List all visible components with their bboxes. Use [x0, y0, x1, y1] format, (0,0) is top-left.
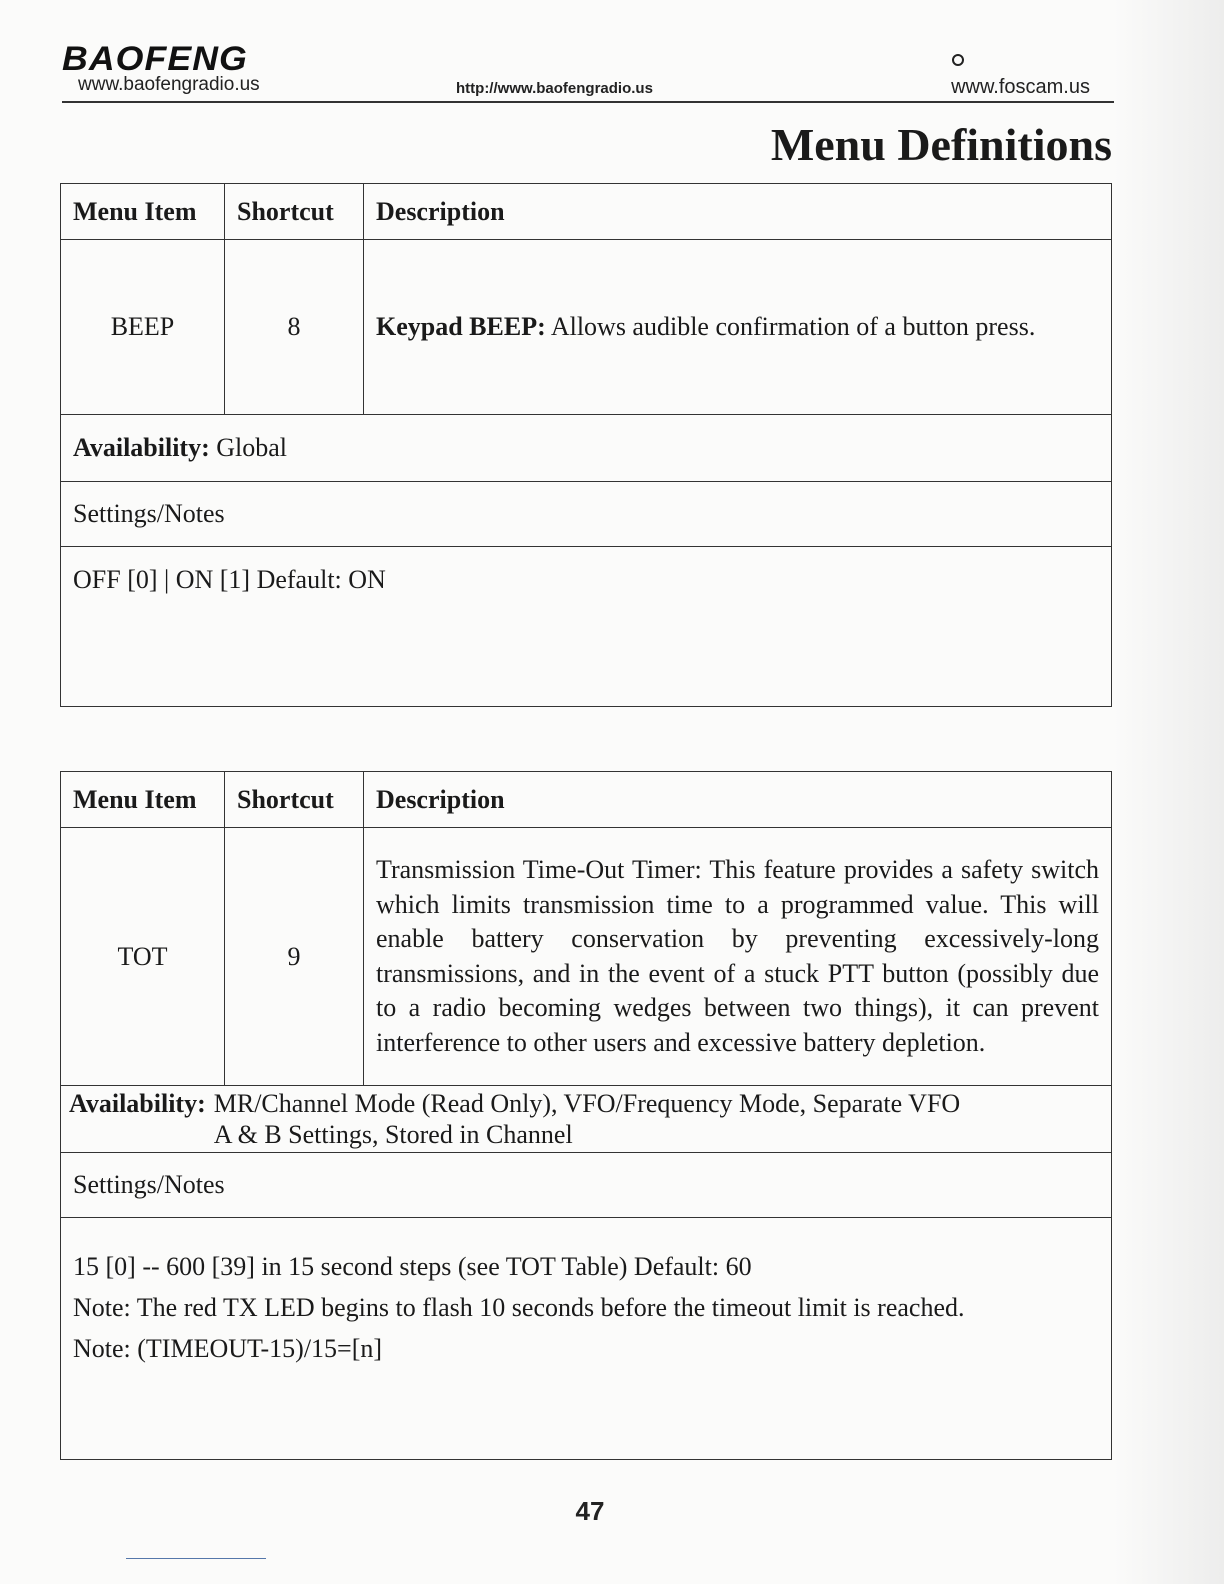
page-title: Menu Definitions: [770, 119, 1112, 170]
description-text: Allows audible confirmation of a button press.: [545, 312, 1036, 341]
availability-line-1: MR/Channel Mode (Read Only), VFO/Frequency Mode, Separate VFO: [213, 1089, 961, 1118]
menu-item-cell: TOT: [61, 828, 225, 1086]
header-menu-item: Menu Item: [61, 184, 225, 240]
header-description: Description: [364, 772, 1112, 828]
notes-cell: [61, 1218, 1112, 1460]
header-divider: [62, 101, 1114, 103]
table-header-row: [61, 184, 1112, 240]
header-shortcut: Shortcut: [225, 772, 364, 828]
shortcut-cell: 9: [225, 828, 364, 1086]
availability-row: [61, 1086, 1112, 1153]
menu-table-beep: [60, 183, 1112, 707]
notes-line: Note: (TIMEOUT-15)/15=[n]: [73, 1334, 383, 1363]
header-dot-icon: [952, 54, 964, 66]
availability-row: [61, 415, 1112, 482]
notes-line: 15 [0] -- 600 [39] in 15 second steps (see TOT Table) Default: 60: [73, 1252, 752, 1281]
page-edge-shadow: [1114, 0, 1224, 1584]
bottom-rule: [126, 1558, 266, 1559]
header-url-center[interactable]: http://www.baofengradio.us: [456, 80, 653, 97]
baofeng-logo: BAOFENG: [62, 40, 248, 78]
availability-value: Global: [209, 433, 288, 462]
availability-cell: [61, 415, 1112, 482]
availability-wrap: [69, 1088, 1099, 1150]
table-row: [61, 828, 1112, 1086]
page-number: 47: [575, 1496, 605, 1526]
settings-notes-row: [61, 1153, 1112, 1218]
notes-line: OFF [0] | ON [1] Default: ON: [73, 565, 386, 594]
settings-notes-row: [61, 482, 1112, 547]
menu-table-tot: [60, 771, 1112, 1460]
description-cell: Transmission Time-Out Timer: This feature provides a safety switch which limits transmission time to a programmed value. This will enable battery conservation by preventing excessively-long transmissions, and in the event of a stuck PTT button (possibly due to a radio becoming wedges between two things), it can prevent interference to other users and excessive battery depletion.: [364, 828, 1112, 1086]
notes-row: [61, 547, 1112, 707]
table-row: [61, 240, 1112, 415]
settings-notes-label: Settings/Notes: [61, 482, 1112, 547]
availability-label: Availability:: [69, 1089, 206, 1118]
notes-line: Note: The red TX LED begins to flash 10 seconds before the timeout limit is reached.: [73, 1293, 965, 1322]
availability-value: [214, 1088, 960, 1150]
header-url-right[interactable]: www.foscam.us: [951, 76, 1090, 98]
shortcut-cell: 8: [225, 240, 364, 415]
header-shortcut: Shortcut: [225, 184, 364, 240]
availability-line-2: A & B Settings, Stored in Channel: [213, 1120, 573, 1149]
header-menu-item: Menu Item: [61, 772, 225, 828]
table-header-row: [61, 772, 1112, 828]
header-description: Description: [364, 184, 1112, 240]
availability-label: Availability:: [73, 433, 210, 462]
description-bold: Keypad BEEP:: [376, 312, 546, 341]
header-url-left[interactable]: www.baofengradio.us: [78, 74, 260, 95]
notes-cell: [61, 547, 1112, 707]
settings-notes-label: Settings/Notes: [61, 1153, 1112, 1218]
menu-item-cell: BEEP: [61, 240, 225, 415]
availability-cell: [61, 1086, 1112, 1153]
description-cell: [364, 240, 1112, 415]
notes-row: [61, 1218, 1112, 1460]
